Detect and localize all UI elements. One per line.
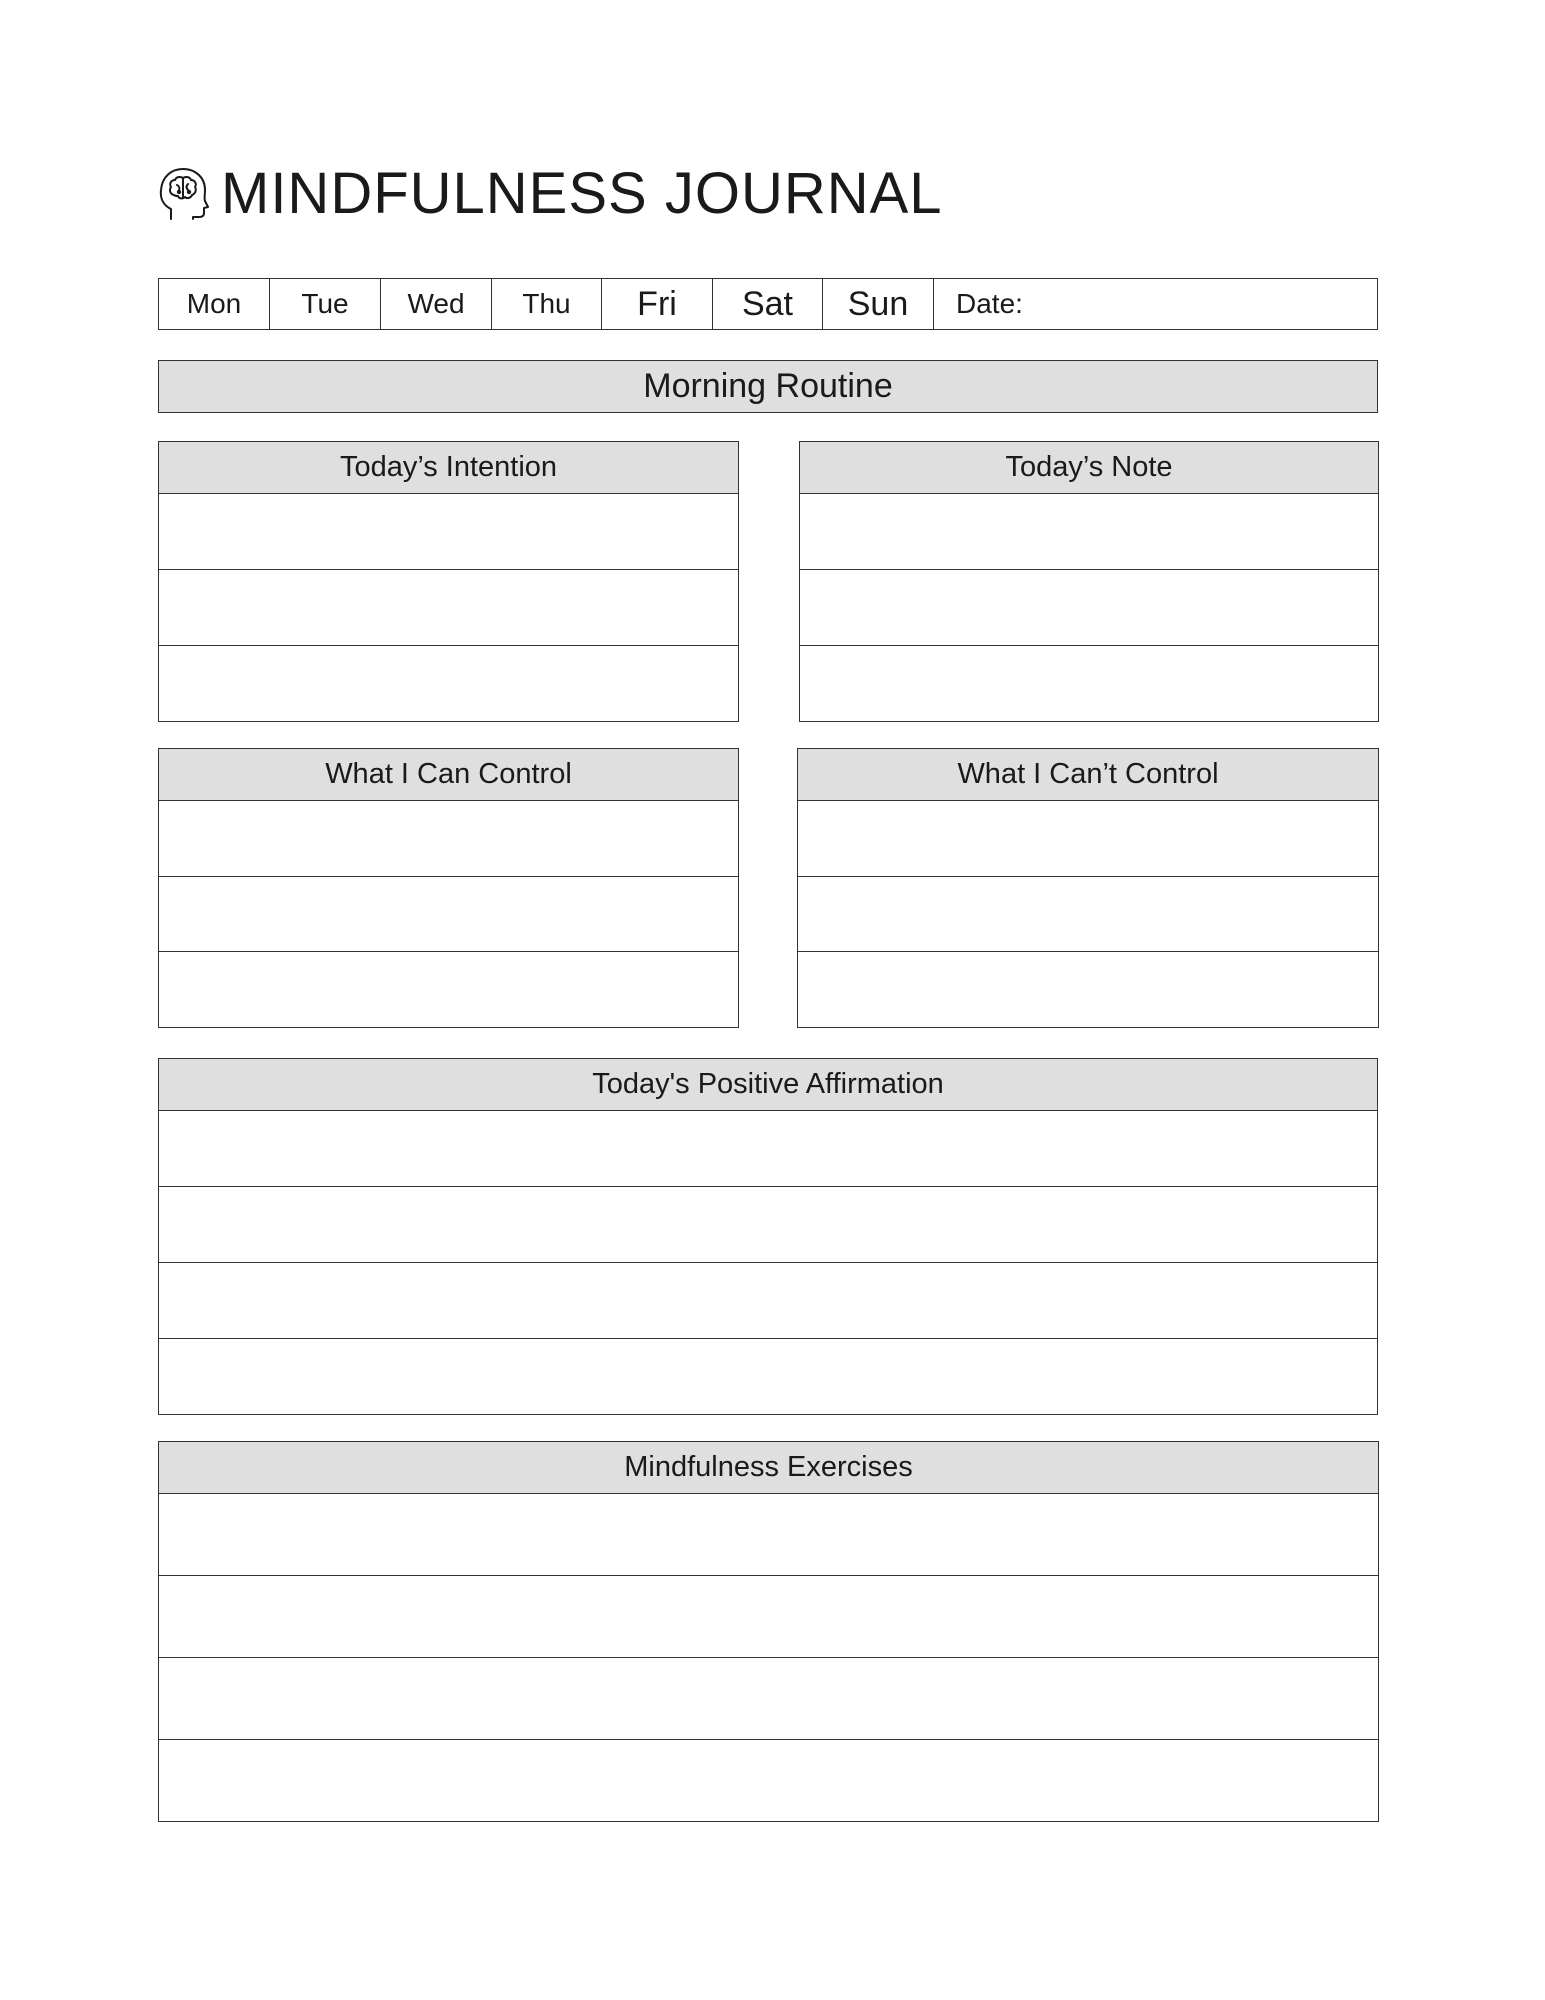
section-header: What I Can Control (159, 749, 738, 801)
writing-line[interactable] (159, 1576, 1378, 1658)
writing-line[interactable] (800, 494, 1378, 570)
morning-routine-banner: Morning Routine (158, 360, 1378, 413)
writing-line[interactable] (159, 1187, 1377, 1263)
writing-line[interactable] (159, 1111, 1377, 1187)
writing-line[interactable] (159, 646, 738, 721)
writing-line[interactable] (798, 877, 1378, 953)
section-header: Mindfulness Exercises (159, 1442, 1378, 1494)
section-header: Today’s Intention (159, 442, 738, 494)
weekday-selector (158, 278, 1378, 330)
writing-line[interactable] (159, 877, 738, 953)
writing-line[interactable] (800, 646, 1378, 721)
section-header: Today's Positive Affirmation (159, 1059, 1377, 1111)
date-label: Date: (956, 288, 1023, 319)
writing-line[interactable] (798, 801, 1378, 877)
cant-control-box (797, 748, 1379, 1028)
day-mon[interactable]: Mon (159, 279, 270, 329)
section-header: What I Can’t Control (798, 749, 1378, 801)
day-wed[interactable]: Wed (381, 279, 492, 329)
writing-line[interactable] (798, 952, 1378, 1027)
writing-line[interactable] (159, 1339, 1377, 1414)
mindfulness-exercises-box (158, 1441, 1379, 1822)
date-field[interactable] (934, 279, 1377, 329)
title-row (157, 158, 943, 228)
writing-line[interactable] (159, 570, 738, 646)
brain-head-icon (157, 165, 209, 221)
writing-line[interactable] (800, 570, 1378, 646)
writing-line[interactable] (159, 494, 738, 570)
day-tue[interactable]: Tue (270, 279, 381, 329)
can-control-box (158, 748, 739, 1028)
writing-line[interactable] (159, 1263, 1377, 1339)
writing-line[interactable] (159, 1658, 1378, 1740)
day-sun[interactable]: Sun (823, 279, 934, 329)
writing-line[interactable] (159, 801, 738, 877)
day-sat[interactable]: Sat (713, 279, 823, 329)
page-title: MINDFULNESS JOURNAL (221, 160, 943, 226)
day-thu[interactable]: Thu (492, 279, 602, 329)
writing-line[interactable] (159, 1494, 1378, 1576)
todays-intention-box (158, 441, 739, 722)
positive-affirmation-box (158, 1058, 1378, 1415)
todays-note-box (799, 441, 1379, 722)
day-fri[interactable]: Fri (602, 279, 713, 329)
section-header: Today’s Note (800, 442, 1378, 494)
writing-line[interactable] (159, 1740, 1378, 1821)
writing-line[interactable] (159, 952, 738, 1027)
